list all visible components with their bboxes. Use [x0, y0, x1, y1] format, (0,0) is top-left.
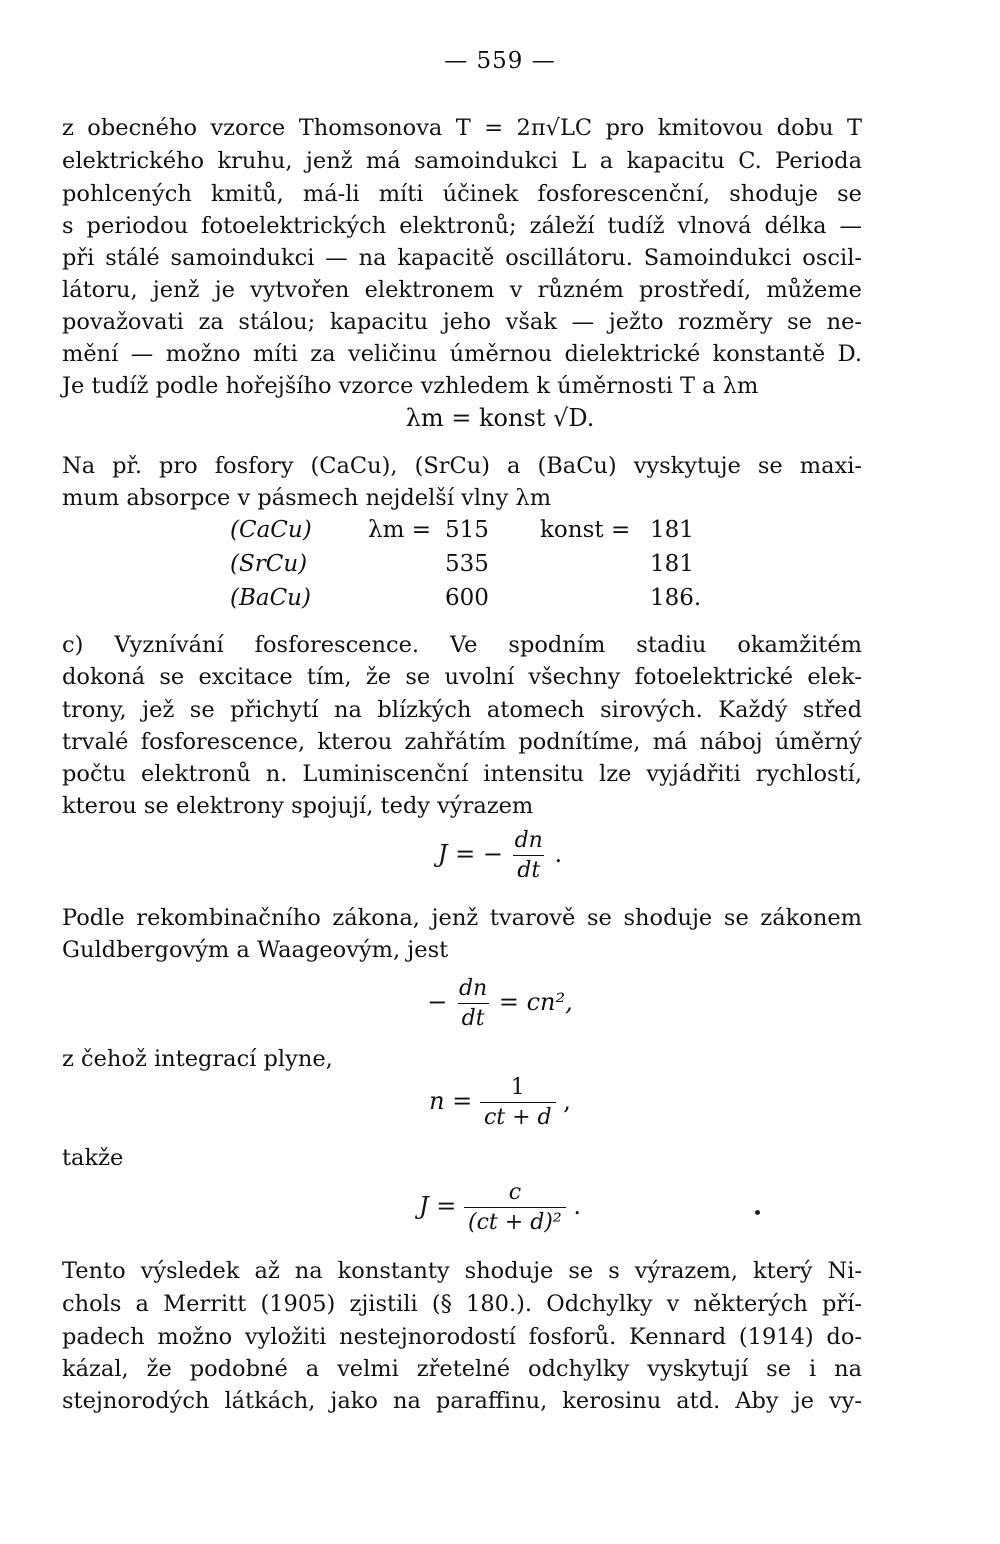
phosphor-name: (CaCu) — [230, 517, 312, 543]
fraction — [455, 976, 491, 1031]
phosphor-name: (BaCu) — [230, 585, 311, 611]
equation-j — [0, 1180, 1000, 1235]
text-line: mum absorpce v pásmech nejdelší vlny λm — [62, 485, 552, 511]
denominator: (ct + d)² — [464, 1207, 566, 1235]
text-line: dokoná se excitace tím, že se uvolní všechny fotoelektrické elek- — [62, 664, 862, 690]
text-line: trvalé fosforescence, kterou zahřátím podnítíme, má náboj úměrný — [62, 729, 862, 755]
denominator: ct + d — [480, 1102, 556, 1130]
equation-rate — [0, 976, 1000, 1031]
page-number: — 559 — — [444, 48, 556, 74]
text-line: kázal, že podobné a velmi zřetelné odchylky vyskytují se i na — [62, 1356, 862, 1382]
text-line: počtu elektronů n. Luminiscenční intensitu lze vyjádřiti rychlostí, — [62, 761, 862, 787]
eq-left: J = — [419, 1192, 457, 1220]
phosphor-table — [230, 517, 710, 619]
konst-label: konst = — [540, 517, 631, 543]
text-line: látoru, jenž je vytvořen elektronem v různém prostředí, můžeme — [62, 277, 862, 303]
text-line: padech možno vyložiti nestejnorodostí fosforů. Kennard (1914) do- — [62, 1324, 862, 1350]
fraction — [480, 1075, 556, 1130]
text-line: pohlcených kmitů, má-li míti účinek fosforescenční, shoduje se — [62, 181, 862, 207]
text-line: považovati za stálou; kapacitu jeho však — ježto rozměry se ne- — [62, 309, 862, 335]
numerator: dn — [458, 976, 488, 1001]
lambda-label: λm = — [368, 517, 431, 543]
fraction — [464, 1180, 566, 1235]
konst-value: 181 — [650, 517, 694, 543]
equation-lambda: λm = konst √D. — [405, 404, 595, 432]
text-line: mění — možno míti za veličinu úměrnou dielektrické konstantě D. — [62, 341, 862, 367]
text-line: s periodou fotoelektrických elektronů; záleží tudíž vlnová délka — — [62, 213, 862, 239]
eq-left: J = − — [437, 840, 503, 868]
text-line: z čehož integrací plyne, — [62, 1046, 333, 1072]
eq-right: , — [563, 1087, 571, 1115]
eq-right: . — [554, 840, 563, 868]
lambda-value: 600 — [445, 585, 489, 611]
text-line: při stálé samoindukci — na kapacitě oscillátoru. Samoindukci oscil- — [62, 245, 862, 271]
stray-mark — [755, 1210, 760, 1215]
text-line: stejnorodých látkách, jako na paraffinu, kerosinu atd. Aby je vy- — [62, 1388, 862, 1414]
eq-right: = cn², — [498, 988, 573, 1016]
konst-value: 181 — [650, 551, 694, 577]
text-line: Tento výsledek až na konstanty shoduje se s výrazem, který Ni- — [62, 1258, 862, 1284]
eq-right: . — [573, 1192, 581, 1220]
text-line: chols a Merritt (1905) zjistili (§ 180.). Odchylky v některých pří- — [62, 1291, 862, 1317]
numerator: c — [508, 1180, 522, 1205]
numerator: 1 — [510, 1075, 525, 1100]
lambda-value: 515 — [445, 517, 489, 543]
text-line: c) Vyznívání fosforescence. Ve spodním stadiu okamžitém — [62, 632, 862, 658]
text-line: Na př. pro fosfory (CaCu), (SrCu) a (BaCu) vyskytuje se maxi- — [62, 453, 862, 479]
text-line: trony, jež se přichytí na blízkých atomech sirových. Každý střed — [62, 697, 862, 723]
denominator: dt — [458, 1003, 489, 1031]
equation-n — [0, 1075, 1000, 1130]
text-line: elektrického kruhu, jenž má samoindukci L a kapacitu C. Perioda — [62, 148, 862, 174]
table-row — [230, 517, 710, 551]
lambda-value: 535 — [445, 551, 489, 577]
phosphor-name: (SrCu) — [230, 551, 308, 577]
fraction — [511, 828, 547, 883]
konst-value: 186. — [650, 585, 702, 611]
text-line: Guldbergovým a Waageovým, jest — [62, 937, 449, 963]
eq-left: n = — [429, 1087, 473, 1115]
table-row — [230, 585, 710, 619]
numerator: dn — [514, 828, 543, 853]
table-row — [230, 551, 710, 585]
eq-left: − — [427, 988, 448, 1016]
text-line: Je tudíž podle hořejšího vzorce vzhledem k úměrnosti T a λm — [62, 373, 759, 399]
text-line: Podle rekombinačního zákona, jenž tvarově se shoduje se zákonem — [62, 905, 862, 931]
denominator: dt — [513, 855, 544, 883]
equation-intensity — [0, 828, 1000, 883]
text-line: kterou se elektrony spojují, tedy výrazem — [62, 793, 534, 819]
text-line: z obecného vzorce Thomsonova T = 2π√LC pro kmitovou dobu T — [62, 115, 862, 141]
text-line: takže — [62, 1145, 124, 1171]
